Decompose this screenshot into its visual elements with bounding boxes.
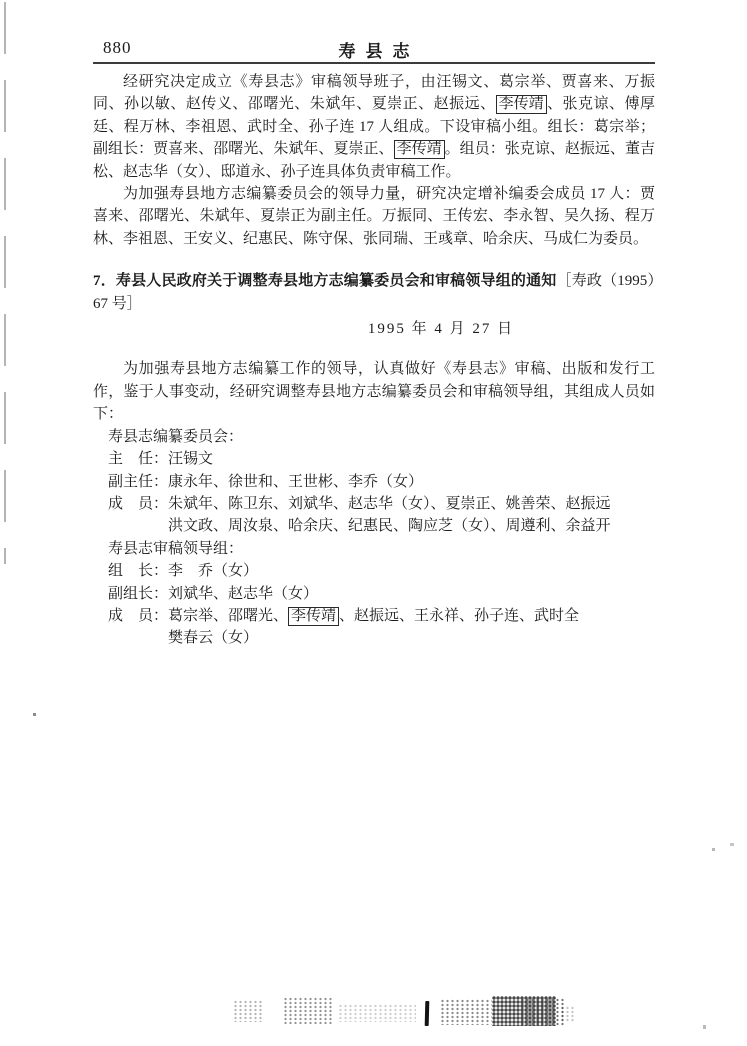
- scan-noise-smudge: [560, 1006, 576, 1022]
- paragraph-3: 为加强寿县地方志编纂工作的领导，认真做好《寿县志》审稿、出版和发行工作，鉴于人事变动，经研究调整寿县地方志编纂委员会和审稿领导组，其组成人员如下：: [93, 361, 655, 423]
- boxed-name: 李传靖: [394, 140, 445, 159]
- page-header: [93, 36, 655, 60]
- role-label: 主 任：: [108, 451, 169, 468]
- book-title: 寿县志: [338, 42, 420, 61]
- roster-row-director: [93, 448, 655, 470]
- paragraph-1-text: 经研究决定成立《寿县志》审稿领导班子，由汪锡文、葛宗举、贾喜来、万振同、孙以敏、赵传义、邵曙光、朱斌年、夏崇正、赵振远、: [93, 74, 655, 113]
- scan-gutter-line: [4, 2, 6, 564]
- document-date: 1995 年 4 月 27 日: [367, 321, 515, 338]
- header-rule: [93, 62, 655, 64]
- role-names: 朱斌年、陈卫东、刘斌华、赵志华（女）、夏崇正、姚善荣、赵振远: [168, 495, 611, 512]
- scan-noise-dot: [703, 1025, 706, 1029]
- paragraph-1-text: 、张克谅、傅厚廷、程万林、李祖恩、武时全、孙子连 17 人组成。下设审稿小组。组长：葛宗举；副组长：贾喜来、邵曙光、朱斌年、夏崇正、: [93, 96, 655, 158]
- role-names-continued: 洪文政、周汝泉、哈余庆、纪惠民、陶应芝（女）、周遵利、余益开: [168, 518, 611, 535]
- role-names: 刘斌华、赵志华（女）: [168, 585, 319, 602]
- paragraph-2: 为加强寿县地方志编纂委员会的领导力量，研究决定增补编委会成员 17 人：贾喜来、邵曙光、朱斌年、夏崇正为副主任。万振同、王传宏、李永智、吴久扬、程万林、李祖恩、王安义、纪惠民、陈守保、张同瑞、王彧章、哈余庆、马成仁为委员。: [93, 186, 655, 247]
- role-label: 副主任：: [108, 473, 169, 490]
- role-label: 副组长：: [108, 585, 169, 602]
- scan-noise-smudge: [338, 1004, 416, 1022]
- section-heading-reference: ［寿政（1995）67 号］: [93, 273, 655, 312]
- document-body: [93, 71, 655, 650]
- paragraph-1: [93, 71, 655, 183]
- page-number: 880: [103, 38, 132, 57]
- section-heading: [93, 270, 655, 315]
- role-names: 康永年、徐世和、王世彬、李乔（女）: [168, 473, 424, 490]
- role-names: 葛宗举、邵曙光、: [168, 607, 289, 624]
- boxed-name: 李传靖: [288, 607, 339, 626]
- role-names-continued: 樊春云（女）: [168, 630, 259, 647]
- role-label: 组 长：: [108, 563, 169, 580]
- role-names: 李 乔（女）: [168, 563, 259, 580]
- scan-noise-smudge: [440, 999, 492, 1025]
- scan-noise-dot: [730, 843, 734, 846]
- boxed-name: 李传靖: [496, 95, 547, 114]
- role-names: 汪锡文: [168, 451, 214, 468]
- role-names: 、赵振远、王永祥、孙子连、武时全: [339, 607, 580, 624]
- roster-row-group-members: [93, 605, 655, 650]
- scan-noise-smudge: [233, 1000, 263, 1022]
- paragraph-1-text: 。组员：张克谅、赵振远、董吉松、赵志华（女）、邸道永、孙子连具体负责审稿工作。: [93, 141, 655, 180]
- scan-noise-bar: [425, 1001, 430, 1026]
- scan-noise-smudge: [283, 997, 333, 1024]
- roster-row-group-leader: [93, 560, 655, 582]
- roster-row-deputy-leaders: [93, 583, 655, 605]
- roster-row-deputy-directors: [93, 471, 655, 493]
- committee-title: 寿县志编纂委员会：: [108, 428, 244, 445]
- section-heading-title: 7．寿县人民政府关于调整寿县地方志编纂委员会和审稿领导组的通知: [93, 273, 557, 290]
- roster-list: [93, 426, 655, 650]
- role-label: 成 员：: [108, 607, 169, 624]
- roster-row-committee-members: [93, 493, 655, 538]
- scan-noise-dot: [33, 713, 36, 716]
- role-label: 成 员：: [108, 495, 169, 512]
- review-group-title: 寿县志审稿领导组：: [108, 540, 244, 557]
- scan-noise-smudge: [520, 998, 565, 1026]
- scan-noise-dot: [712, 848, 715, 851]
